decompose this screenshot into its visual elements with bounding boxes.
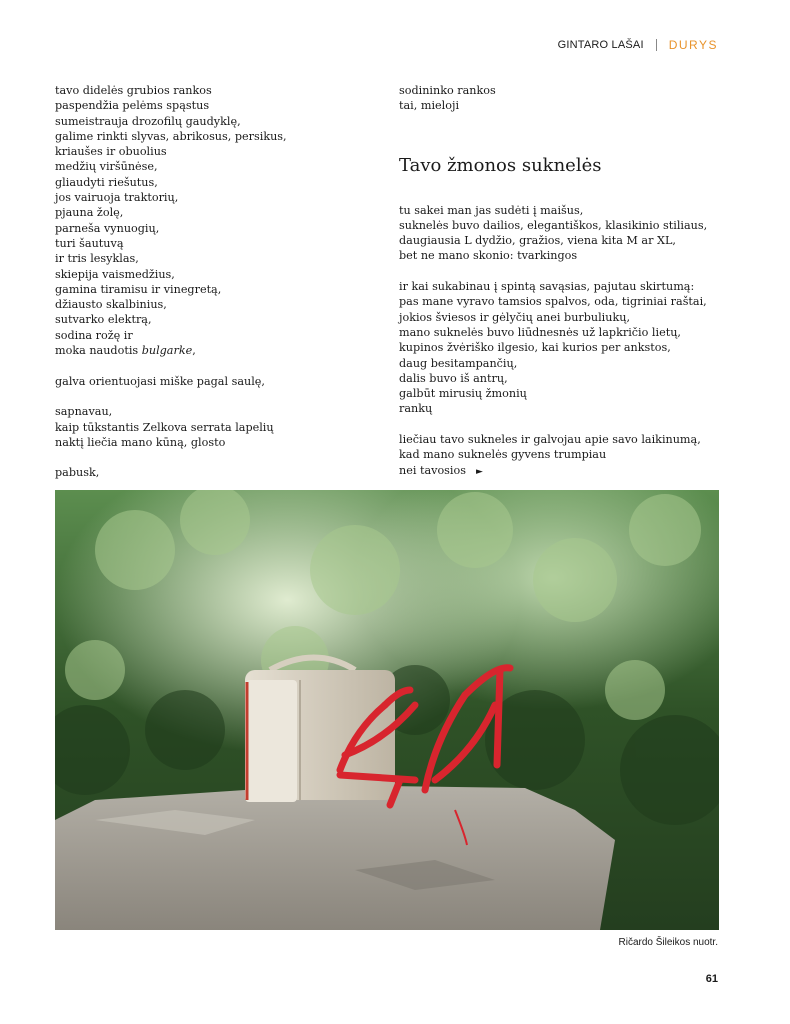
poem-line xyxy=(399,340,719,355)
stanza-break xyxy=(55,358,375,373)
poem-line-text: medžių viršūnėse, xyxy=(55,160,158,174)
poem-line xyxy=(55,404,375,419)
poem-line-text: ir kai sukabinau į spintą savąsias, pajutau skirtumą: xyxy=(399,280,695,294)
poem-line xyxy=(55,190,375,205)
poem-line xyxy=(55,343,375,358)
poem-line xyxy=(399,203,719,218)
poem-line xyxy=(55,98,375,113)
poem-line-text: parneša vynuogių, xyxy=(55,221,160,235)
poem-line-text: sodina rožę ir xyxy=(55,328,133,342)
running-header xyxy=(558,38,718,52)
stanza-break xyxy=(55,389,375,404)
poem-line xyxy=(399,233,719,248)
right-poem-column xyxy=(399,83,719,478)
stanza-break xyxy=(55,450,375,465)
photograph-shoes-and-bag xyxy=(55,490,719,930)
poem-line-text: tai, mieloji xyxy=(399,99,460,113)
poem-line-text: gamina tiramisu ir vinegretą, xyxy=(55,282,222,296)
poem-line-text: moka naudotis xyxy=(55,344,142,358)
section-title: GINTARO LAŠAI xyxy=(557,39,644,51)
poem-continuation xyxy=(399,83,719,114)
poem-line-text: sapnavau, xyxy=(55,405,113,419)
poem-line xyxy=(399,218,719,233)
poem-line xyxy=(399,248,719,263)
poem-title: Tavo žmonos suknelės xyxy=(399,154,602,176)
poem-line xyxy=(399,279,719,294)
poem-line-text: ir tris lesyklas, xyxy=(55,252,139,266)
poem-line xyxy=(55,297,375,312)
poem-line xyxy=(399,294,719,309)
poem-line-text: jos vairuoja traktorių, xyxy=(55,191,179,205)
poem-line-text: nei tavosios xyxy=(399,463,466,477)
poem-line xyxy=(55,420,375,435)
stanza-break xyxy=(399,264,719,279)
header-divider xyxy=(656,39,657,51)
poem-line-text: tu sakei man jas sudėti į maišus, xyxy=(399,203,584,217)
poem-line xyxy=(55,175,375,190)
poem-line-text: pabusk, xyxy=(55,466,100,480)
poem-line-text: galime rinkti slyvas, abrikosus, persikus, xyxy=(55,129,287,143)
poem-line-text: dalis buvo iš antrų, xyxy=(399,371,508,385)
poem-line xyxy=(55,236,375,251)
poem-line xyxy=(55,465,375,480)
poem-line xyxy=(55,267,375,282)
poem-line xyxy=(399,98,719,113)
poem-line-text: pjauna žolę, xyxy=(55,206,124,220)
poem-line xyxy=(399,432,719,447)
poem-line-text: turi šautuvą xyxy=(55,236,124,250)
poem-line-text: sutvarko elektrą, xyxy=(55,313,152,327)
poem-line-text: naktį liečia mano kūną, glosto xyxy=(55,435,226,449)
poem-line xyxy=(399,447,719,462)
poem-line xyxy=(55,159,375,174)
poem-line xyxy=(55,328,375,343)
poem-line xyxy=(55,251,375,266)
poem-line-text: džiausto skalbinius, xyxy=(55,298,167,312)
poem-line xyxy=(399,356,719,371)
poem-line xyxy=(55,312,375,327)
punctuation: , xyxy=(192,344,196,358)
poem-line xyxy=(55,221,375,236)
poem-line xyxy=(399,463,719,478)
poem-line xyxy=(399,386,719,401)
poem-line xyxy=(55,282,375,297)
photo-illustration xyxy=(55,490,719,930)
poem-line xyxy=(55,144,375,159)
page-number: 61 xyxy=(705,973,718,985)
poem-line xyxy=(55,114,375,129)
poem-body xyxy=(399,203,719,478)
poem-line-text: paspendžia pelėms spąstus xyxy=(55,99,210,113)
poem-line-text: sodininko rankos xyxy=(399,84,496,97)
italic-word: bulgarke xyxy=(141,344,193,358)
poem-line xyxy=(55,129,375,144)
poem-line xyxy=(399,325,719,340)
poem-line xyxy=(55,83,375,98)
poem-line-text: galva orientuojasi miške pagal saulę, xyxy=(55,374,265,388)
poem-line-text: suknelės buvo dailios, elegantiškos, klasikinio stiliaus, xyxy=(399,218,708,232)
poem-line-text: liečiau tavo sukneles ir galvojau apie savo laikinumą, xyxy=(399,433,701,447)
poem-line-text: kad mano suknelės gyvens trumpiau xyxy=(399,448,607,462)
poem-line-text: rankų xyxy=(399,402,433,416)
stanza-break xyxy=(399,417,719,432)
poem-line xyxy=(399,371,719,386)
photo-credit: Ričardo Šileikos nuotr. xyxy=(618,937,718,948)
spacer xyxy=(399,114,719,155)
poem-line xyxy=(55,435,375,450)
poem-line-text: gliaudyti riešutus, xyxy=(55,175,158,189)
poem-line-text: kupinos žvėriško ilgesio, kai kurios per ankstos, xyxy=(399,341,671,355)
poem-line-text: pas mane vyravo tamsios spalvos, oda, tigriniai raštai, xyxy=(399,295,707,309)
poem-line-text: daugiausia L dydžio, gražios, viena kita M ar XL, xyxy=(399,234,676,248)
poem-line-text: bet ne mano skonio: tvarkingos xyxy=(399,249,578,263)
poem-line-text: kriaušes ir obuolius xyxy=(55,145,167,159)
poem-line-text: mano suknelės buvo liūdnesnės už lapkričio lietų, xyxy=(399,325,681,339)
poem-line-text: tavo didelės grubios rankos xyxy=(55,84,212,97)
poem-line xyxy=(399,83,719,98)
poem-line xyxy=(399,401,719,416)
poem-line xyxy=(55,205,375,220)
left-poem-column xyxy=(55,83,375,481)
spacer xyxy=(399,177,719,203)
poem-line xyxy=(399,310,719,325)
poem-line-text: kaip tūkstantis Zelkova serrata lapelių xyxy=(55,420,274,434)
poem-line-text: jokios šviesos ir gėlyčių anei burbuliukų, xyxy=(399,310,631,324)
poem-line-text: sumeistrauja drozofilų gaudyklę, xyxy=(55,114,241,128)
poem-line xyxy=(55,374,375,389)
poem-line-text: skiepija vaismedžius, xyxy=(55,267,175,281)
poem-line-text: daug besitampančių, xyxy=(399,356,518,370)
poem-line-text: galbūt mirusių žmonių xyxy=(399,387,527,401)
magazine-name: DURYS xyxy=(668,38,718,52)
continue-arrow-icon: ► xyxy=(475,466,483,477)
